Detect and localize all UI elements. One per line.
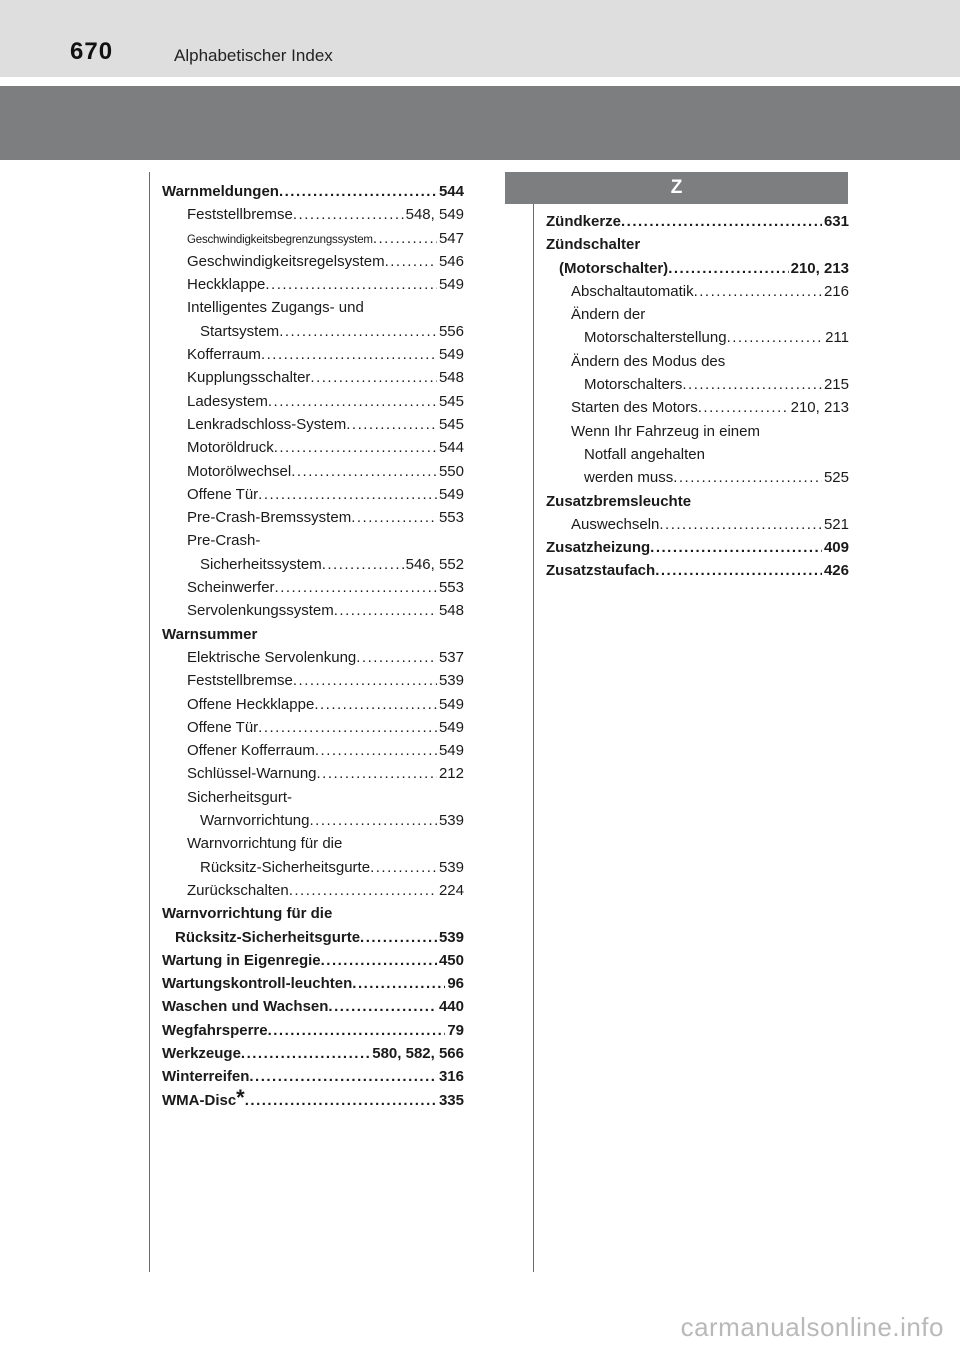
page-reference: 548, 549 [405, 206, 464, 224]
dot-leader [360, 926, 437, 949]
page-reference: 537 [438, 648, 464, 666]
letter-section-header: Z [505, 172, 848, 204]
page-reference: 549 [438, 276, 464, 294]
index-entry [162, 902, 464, 925]
page-reference: 546 [438, 252, 464, 270]
index-entry [546, 466, 849, 489]
index-entry [162, 180, 464, 203]
index-entry [546, 257, 849, 280]
index-term: WMA-Disc [162, 1091, 237, 1109]
page-reference: 553 [438, 509, 464, 527]
dot-leader [293, 669, 437, 692]
index-term: Zurückschalten [187, 881, 289, 899]
index-entry [162, 716, 464, 739]
dot-leader [621, 210, 822, 233]
dot-leader [682, 373, 822, 396]
index-term: Motorschalterstellung [584, 329, 727, 347]
index-term: Offene Heckklappe [187, 695, 315, 713]
index-entry [162, 343, 464, 366]
index-entry [162, 320, 464, 343]
dot-leader [650, 536, 822, 559]
page-reference: 556 [438, 322, 464, 340]
index-entry [162, 949, 464, 972]
page-reference: 548 [438, 602, 464, 620]
index-entry [162, 506, 464, 529]
index-term: Motorölwechsel [187, 462, 292, 480]
page-reference: 539 [438, 812, 464, 830]
index-term: Winterreifen [162, 1068, 250, 1086]
index-term: Heckklappe [187, 276, 266, 294]
dot-leader [351, 506, 437, 529]
index-term: Servolenkungssystem [187, 602, 334, 620]
page-reference: 549 [438, 695, 464, 713]
index-term: Elektrische Servolenkung [187, 648, 357, 666]
index-entry [162, 1042, 464, 1065]
index-term: Intelligentes Zugangs- und [187, 299, 364, 317]
index-entry [546, 443, 849, 466]
dot-leader [289, 879, 437, 902]
dot-leader [268, 390, 437, 413]
index-entry [162, 413, 464, 436]
page-reference: 210, 213 [790, 259, 849, 277]
dot-leader [317, 762, 437, 785]
index-entry: WMA-Disc * ..... 335 [162, 1089, 464, 1112]
page-reference: 215 [823, 376, 849, 394]
page-reference: 546, 552 [405, 555, 464, 573]
page-reference: 440 [438, 998, 464, 1016]
index-term: Schlüssel-Warnung [187, 765, 317, 783]
dot-leader [258, 716, 437, 739]
index-entry [546, 303, 849, 326]
watermark: carmanualsonline.info [680, 1312, 944, 1342]
page-reference: 544 [438, 439, 464, 457]
index-term: Warnvorrichtung für die [162, 905, 333, 923]
index-term: Sicherheitsgurt- [187, 788, 293, 806]
index-entry [546, 396, 849, 419]
index-entry [546, 536, 849, 559]
page-reference: 79 [447, 1021, 464, 1039]
index-term: Feststellbremse [187, 206, 293, 224]
column-divider-left [149, 172, 150, 1272]
page-reference: 549 [438, 742, 464, 760]
index-entry [546, 513, 849, 536]
index-entry [162, 599, 464, 622]
dot-leader [334, 599, 437, 622]
index-term: Feststellbremse [187, 672, 293, 690]
index-entry [162, 809, 464, 832]
index-entry [162, 926, 464, 949]
dot-leader [309, 809, 436, 832]
index-entry [162, 693, 464, 716]
dot-leader [322, 553, 404, 576]
index-entry [162, 879, 464, 902]
index-term: Zündschalter [546, 236, 641, 254]
index-term: Warnmeldungen [162, 183, 279, 200]
index-term: Wartungskontroll-leuchten [162, 975, 353, 993]
index-term: Ändern des Modus des [571, 352, 726, 370]
page-reference: 553 [438, 579, 464, 597]
index-entry [162, 1019, 464, 1042]
index-entry [162, 786, 464, 809]
index-entry [162, 739, 464, 762]
dot-leader [315, 739, 437, 762]
index-entry [546, 326, 849, 349]
index-entry [546, 210, 849, 233]
page-title: Alphabetischer Index [174, 46, 333, 65]
index-entry [546, 373, 849, 396]
index-entry [162, 250, 464, 273]
dot-leader [291, 460, 437, 483]
page-reference: 450 [438, 951, 464, 969]
index-entry [546, 233, 849, 256]
page-reference: 426 [823, 562, 849, 580]
page-reference: 547 [438, 229, 464, 247]
dot-leader [356, 646, 437, 669]
index-entry [546, 490, 849, 513]
index-term: Lenkradschloss-System [187, 415, 347, 433]
index-entry [162, 646, 464, 669]
page-reference: 539 [438, 928, 464, 946]
index-entry [162, 1065, 464, 1088]
index-term: werden muss [584, 469, 674, 487]
page-reference: 335 [438, 1091, 464, 1109]
column-divider-middle [533, 172, 534, 1272]
index-entry [162, 460, 464, 483]
page-reference: 96 [447, 975, 464, 993]
page-reference: 539 [438, 672, 464, 690]
page-reference: 549 [438, 485, 464, 503]
index-term: Motoröldruck [187, 439, 274, 457]
index-term: Zusatzstaufach [546, 562, 656, 580]
dot-leader [249, 1065, 437, 1088]
dot-leader [265, 273, 437, 296]
index-term: Zusatzbremsleuchte [546, 492, 692, 510]
index-term: Zusatzheizung [546, 539, 651, 557]
dot-leader [268, 1019, 446, 1042]
index-term: Warnvorrichtung für die [187, 835, 343, 853]
dot-leader [279, 180, 437, 203]
dot-leader [261, 343, 437, 366]
index-term: Notfall angehalten [584, 445, 705, 463]
index-term: Scheinwerfer [187, 579, 275, 597]
index-term: Pre-Crash- [187, 532, 261, 550]
index-term: Startsystem [200, 322, 280, 340]
dot-leader [655, 559, 822, 582]
page-reference: 211 [825, 329, 849, 347]
dot-leader [279, 320, 437, 343]
dot-leader [314, 693, 437, 716]
page-reference: 210, 213 [790, 399, 849, 417]
page-reference: 580, 582, 566 [372, 1044, 464, 1062]
index-term: Rücksitz-Sicherheitsgurte [200, 858, 371, 876]
index-term: Kupplungsschalter [187, 369, 311, 387]
index-term: Motorschalters [584, 376, 683, 394]
index-term: Werkzeuge [162, 1044, 241, 1062]
dot-leader [373, 227, 437, 250]
index-term: Offene Tür [187, 485, 259, 503]
dot-leader [258, 483, 437, 506]
index-entry [162, 436, 464, 459]
index-entry [162, 762, 464, 785]
index-entry [162, 227, 464, 250]
index-term: Offener Kofferraum [187, 742, 315, 760]
dot-leader [275, 576, 437, 599]
page-reference: 212 [438, 765, 464, 783]
page-reference: 631 [823, 213, 849, 230]
index-term: Waschen und Wachsen [162, 998, 329, 1016]
index-term: Wegfahrsperre [162, 1021, 268, 1039]
dot-leader [694, 280, 822, 303]
page-reference: 548 [438, 369, 464, 387]
index-entry [546, 350, 849, 373]
index-entry [162, 273, 464, 296]
index-entry [162, 576, 464, 599]
index-entry [162, 856, 464, 879]
index-entry [162, 529, 464, 552]
page-reference: 525 [823, 469, 849, 487]
index-entry [162, 483, 464, 506]
index-term: Wartung in Eigenregie [162, 951, 321, 969]
index-term: Ladesystem [187, 392, 268, 410]
index-entry [162, 669, 464, 692]
index-entry [162, 995, 464, 1018]
dot-leader [310, 366, 437, 389]
index-term: Zündkerze [546, 213, 622, 230]
page-reference: 409 [823, 539, 849, 557]
index-entry [162, 390, 464, 413]
index-term: Warnsummer [162, 625, 258, 643]
index-term: Ändern der [571, 306, 646, 324]
dot-leader [668, 257, 788, 280]
page-number: 670 [70, 38, 114, 65]
index-term: Wenn Ihr Fahrzeug in einem [571, 422, 760, 440]
index-term: Geschwindigkeitsbegrenzungssystem [187, 233, 373, 246]
index-column-left [162, 180, 464, 1112]
index-term: (Motorschalter) [559, 259, 669, 277]
page-reference: 549 [438, 346, 464, 364]
page-reference: 521 [823, 515, 849, 533]
index-term: Geschwindigkeitsregelsystem [187, 252, 385, 270]
index-entry [162, 623, 464, 646]
dot-leader [245, 1089, 437, 1112]
page-header-bar [0, 0, 960, 77]
dot-leader [698, 396, 789, 419]
page-reference: 539 [438, 858, 464, 876]
dot-leader [659, 513, 822, 536]
dot-leader [385, 250, 437, 273]
index-entry [162, 203, 464, 226]
index-term: Rücksitz-Sicherheitsgurte [175, 928, 361, 946]
index-entry [162, 972, 464, 995]
page-reference: 224 [438, 881, 464, 899]
index-entry [546, 420, 849, 443]
index-term: Pre-Crash-Bremssystem [187, 509, 352, 527]
page-reference: 549 [438, 718, 464, 736]
section-band [0, 86, 960, 160]
index-term: Starten des Motors [571, 399, 698, 417]
index-term: Auswechseln [571, 515, 660, 533]
dot-leader [673, 466, 822, 489]
index-term: Offene Tür [187, 718, 259, 736]
dot-leader [370, 856, 437, 879]
index-entry [546, 280, 849, 303]
index-entry [162, 553, 464, 576]
dot-leader [346, 413, 437, 436]
page-reference: 545 [438, 392, 464, 410]
index-term: Kofferraum [187, 346, 261, 364]
page-reference: 550 [438, 462, 464, 480]
dot-leader [352, 972, 445, 995]
dot-leader [328, 995, 437, 1018]
page-reference: 316 [438, 1068, 464, 1086]
index-entry [546, 559, 849, 582]
dot-leader [321, 949, 437, 972]
page-reference: 544 [438, 183, 464, 200]
index-entry [162, 366, 464, 389]
index-column-right [546, 210, 849, 583]
page-reference: 216 [823, 282, 849, 300]
page-reference: 545 [438, 415, 464, 433]
index-entry [162, 832, 464, 855]
dot-leader [293, 203, 404, 226]
dot-leader [241, 1042, 370, 1065]
dot-leader [727, 326, 824, 349]
index-entry [162, 296, 464, 319]
dot-leader [274, 436, 437, 459]
index-term: Sicherheitssystem [200, 555, 322, 573]
index-term: Abschaltautomatik [571, 282, 694, 300]
index-term: Warnvorrichtung [200, 812, 310, 830]
